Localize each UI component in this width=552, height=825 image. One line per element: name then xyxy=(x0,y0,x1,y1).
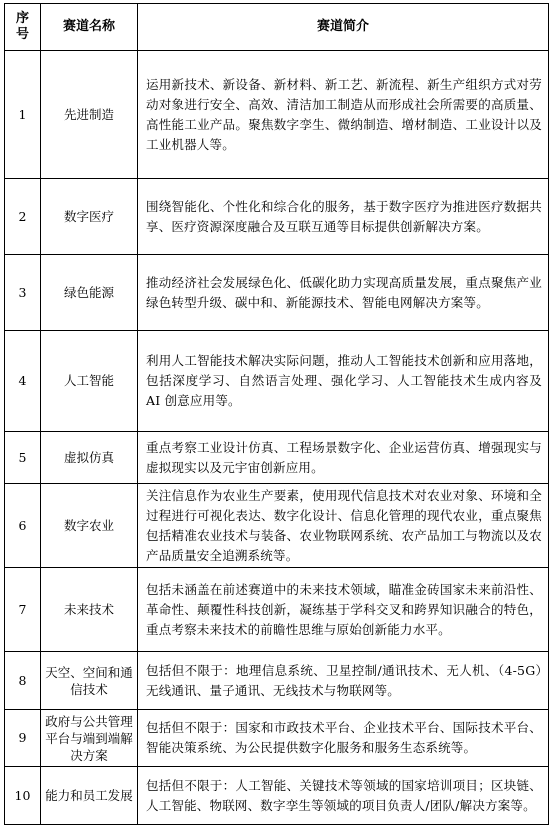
row-name: 政府与公共管理平台与端到端解决方案 xyxy=(41,710,138,767)
row-name: 绿色能源 xyxy=(41,255,138,331)
table-row xyxy=(5,432,549,484)
row-name: 未来技术 xyxy=(41,568,138,652)
row-name: 数字医疗 xyxy=(41,179,138,255)
table-row xyxy=(5,51,549,179)
row-no: 1 xyxy=(5,51,41,179)
header-name: 赛道名称 xyxy=(41,4,138,51)
row-desc: 推动经济社会发展绿色化、低碳化助力实现高质量发展，重点聚焦产业绿色转型升级、碳中和、新能源技术、智能电网解决方案等。 xyxy=(138,255,549,331)
table-row xyxy=(5,331,549,432)
row-no: 5 xyxy=(5,432,41,484)
row-name: 能力和员工发展 xyxy=(41,767,138,825)
header-intro: 赛道简介 xyxy=(138,4,549,51)
row-no: 6 xyxy=(5,484,41,568)
row-no: 9 xyxy=(5,710,41,767)
table-header-row xyxy=(5,4,549,51)
row-desc: 围绕智能化、个性化和综合化的服务，基于数字医疗为推进医疗数据共享、医疗资源深度融合及互联互通等目标提供创新解决方案。 xyxy=(138,179,549,255)
row-desc: 包括未涵盖在前述赛道中的未来技术领域，瞄准金砖国家未来前沿性、革命性、颠覆性科技创新，凝练基于学科交叉和跨界知识融合的特色，重点考察未来技术的前瞻性思维与原始创新能力水平。 xyxy=(138,568,549,652)
row-no: 7 xyxy=(5,568,41,652)
row-name: 天空、空间和通信技术 xyxy=(41,652,138,710)
row-name: 人工智能 xyxy=(41,331,138,432)
tracks-table xyxy=(4,3,549,825)
table-row xyxy=(5,484,549,568)
header-no: 序号 xyxy=(5,4,41,51)
row-no: 8 xyxy=(5,652,41,710)
row-no: 3 xyxy=(5,255,41,331)
table-row xyxy=(5,179,549,255)
row-no: 2 xyxy=(5,179,41,255)
table-row xyxy=(5,255,549,331)
row-name: 虚拟仿真 xyxy=(41,432,138,484)
row-desc: 重点考察工业设计仿真、工程场景数字化、企业运营仿真、增强现实与虚拟现实以及元宇宙创新应用。 xyxy=(138,432,549,484)
row-desc: 利用人工智能技术解决实际问题，推动人工智能技术创新和应用落地，包括深度学习、自然语言处理、强化学习、人工智能技术生成内容及 AI 创意应用等。 xyxy=(138,331,549,432)
row-desc: 关注信息作为农业生产要素，使用现代信息技术对农业对象、环境和全过程进行可视化表达、数字化设计、信息化管理的现代农业，重点聚焦包括精准农业技术与装备、农业物联网系统、农产品加工与物流以及农产品质量安全追溯系统等。 xyxy=(138,484,549,568)
row-desc: 运用新技术、新设备、新材料、新工艺、新流程、新生产组织方式对劳动对象进行安全、高效、清洁加工制造从而形成社会所需要的高质量、高性能工业产品。聚焦数字孪生、微纳制造、增材制造、工业设计以及工业机器人等。 xyxy=(138,51,549,179)
row-desc: 包括但不限于：人工智能、关键技术等领域的国家培训项目；区块链、人工智能、物联网、数字孪生等领域的项目负责人/团队/解决方案等。 xyxy=(138,767,549,825)
row-no: 10 xyxy=(5,767,41,825)
table-row xyxy=(5,568,549,652)
table-row xyxy=(5,652,549,710)
row-name: 先进制造 xyxy=(41,51,138,179)
row-name: 数字农业 xyxy=(41,484,138,568)
table-row xyxy=(5,710,549,767)
row-desc: 包括但不限于：国家和市政技术平台、企业技术平台、国际技术平台、智能决策系统、为公民提供数字化服务和服务生态系统等。 xyxy=(138,710,549,767)
table-row xyxy=(5,767,549,825)
row-no: 4 xyxy=(5,331,41,432)
row-desc: 包括但不限于：地理信息系统、卫星控制/通讯技术、无人机、（4-5G）无线通讯、量子通讯、无线技术与物联网等。 xyxy=(138,652,549,710)
